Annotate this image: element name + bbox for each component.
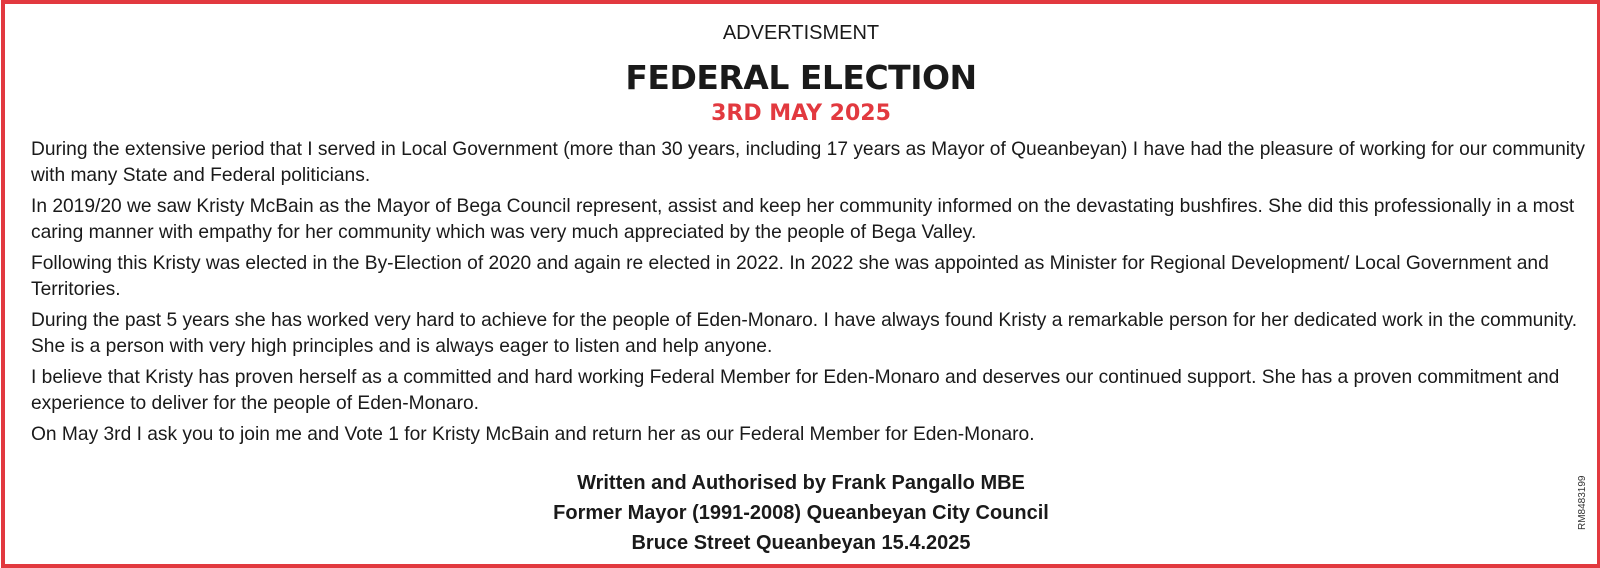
- body-copy: [31, 137, 1586, 453]
- paragraph: In 2019/20 we saw Kristy McBain as the Mayor of Bega Council represent, assist and keep her community informed on the devastating bushfires. She did this professionally in a most caring manner with empathy for her community which was very much appreciated by the people of Bega Valley.: [31, 196, 1575, 243]
- former-mayor-line: Former Mayor (1991-2008) Queanbeyan City Council: [553, 502, 1049, 524]
- paragraph: Following this Kristy was elected in the By-Election of 2020 and again re elected in 2022. In 2022 she was appointed as Minister for Regional Development/ Local Government and Territories.: [31, 253, 1549, 300]
- paragraph: I believe that Kristy has proven herself as a committed and hard working Federal Member for Eden-Monaro and deserves our continued support. She has a proven commitment and experience to deliver for the people of Eden-Monaro.: [31, 367, 1560, 414]
- paragraph: During the past 5 years she has worked very hard to achieve for the people of Eden-Monaro. I have always found Kristy a remarkable person for her dedicated work in the community. She is a person with very high principles and is always eager to listen and help anyone.: [31, 310, 1578, 357]
- advertisement-label: ADVERTISMENT: [722, 22, 880, 44]
- reference-code: RM8483199: [1577, 475, 1588, 530]
- paragraph: On May 3rd I ask you to join me and Vote 1 for Kristy McBain and return her as our Federal Member for Eden-Monaro.: [31, 424, 1035, 445]
- authorisation-block: [5, 468, 1597, 558]
- address-date-line: Bruce Street Queanbeyan 15.4.2025: [631, 532, 971, 554]
- headline: FEDERAL ELECTION: [625, 58, 977, 97]
- paragraph: During the extensive period that I served in Local Government (more than 30 years, including 17 years as Mayor of Queanbeyan) I have had the pleasure of working for our community with many State and Federal politicians.: [31, 139, 1585, 186]
- advertisement-frame: [1, 0, 1600, 568]
- authorisation-line: Written and Authorised by Frank Pangallo MBE: [577, 472, 1025, 494]
- election-date: 3RD MAY 2025: [711, 101, 891, 126]
